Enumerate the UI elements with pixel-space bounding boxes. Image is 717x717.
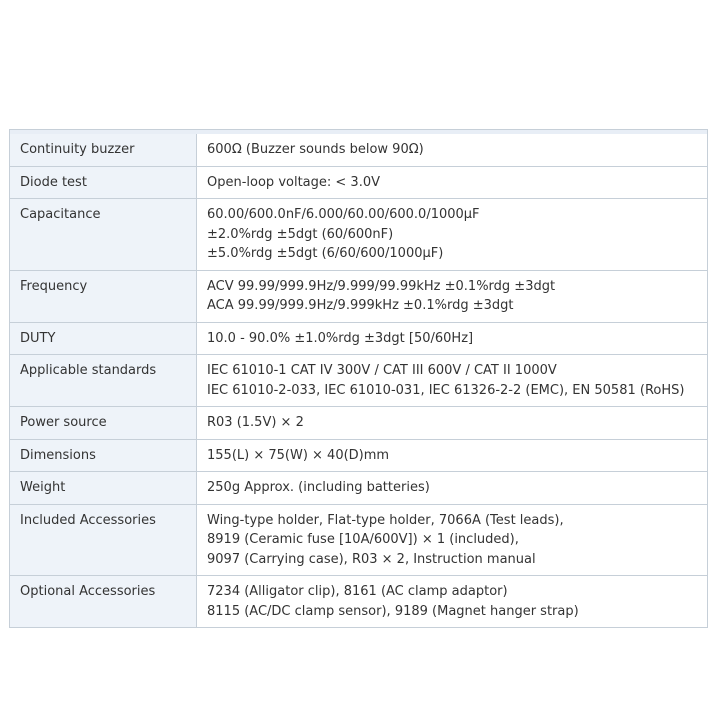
spec-value-line: 155(L) × 75(W) × 40(D)mm xyxy=(207,447,390,463)
spec-label: Dimensions xyxy=(10,439,197,472)
spec-row-capacitance xyxy=(10,199,707,271)
spec-value-line: IEC 61010-1 CAT IV 300V / CAT III 600V / CAT II 1000V xyxy=(207,363,557,378)
spec-value xyxy=(197,270,708,322)
spec-value-line: 8115 (AC/DC clamp sensor), 9189 (Magnet hanger strap) xyxy=(207,603,579,619)
spec-label: Diode test xyxy=(10,166,197,199)
spec-row-diode-test xyxy=(10,166,707,199)
spec-value xyxy=(197,439,708,472)
spec-value-line: 8919 (Ceramic fuse [10A/600V]) × 1 (included), xyxy=(207,532,519,547)
spec-row-frequency xyxy=(10,270,707,322)
spec-label: Capacitance xyxy=(10,199,197,271)
spec-row-optional-accessories xyxy=(10,576,707,628)
spec-value xyxy=(197,472,708,505)
spec-value-line: ±5.0%rdg ±5dgt (6/60/600/1000μF) xyxy=(207,246,444,261)
spec-value xyxy=(197,576,708,628)
spec-label: Included Accessories xyxy=(10,504,197,576)
spec-value-line: 7234 (Alligator clip), 8161 (AC clamp adaptor) xyxy=(207,584,508,599)
spec-table-body xyxy=(10,134,707,627)
spec-row-applicable-standards xyxy=(10,355,707,407)
spec-value xyxy=(197,322,708,355)
spec-value xyxy=(197,407,708,440)
spec-value-line: 9097 (Carrying case), R03 × 2, Instruction manual xyxy=(207,551,536,567)
spec-row-continuity-buzzer xyxy=(10,134,707,166)
spec-row-dimensions xyxy=(10,439,707,472)
spec-value-line: ACA 99.99/999.9Hz/9.999kHz ±0.1%rdg ±3dgt xyxy=(207,298,514,313)
spec-value-line: Wing-type holder, Flat-type holder, 7066A (Test leads), xyxy=(207,512,564,528)
spec-label: Continuity buzzer xyxy=(10,134,197,166)
spec-value xyxy=(197,199,708,271)
spec-label: Applicable standards xyxy=(10,355,197,407)
spec-row-included-accessories xyxy=(10,504,707,576)
spec-value-line: 10.0 - 90.0% ±1.0%rdg ±3dgt [50/60Hz] xyxy=(207,330,474,346)
spec-label: DUTY xyxy=(10,322,197,355)
spec-value-line: Open-loop voltage: < 3.0V xyxy=(207,174,380,190)
spec-value xyxy=(197,504,708,576)
spec-value-line: IEC 61010-2-033, IEC 61010-031, IEC 61326-2-2 (EMC), EN 50581 (RoHS) xyxy=(207,382,685,398)
spec-label: Power source xyxy=(10,407,197,440)
spec-label: Frequency xyxy=(10,270,197,322)
spec-value-line: 60.00/600.0nF/6.000/60.00/600.0/1000μF xyxy=(207,207,480,222)
spec-table-container xyxy=(9,129,708,628)
spec-label: Weight xyxy=(10,472,197,505)
spec-value-line: 250g Approx. (including batteries) xyxy=(207,480,430,495)
spec-value-line: R03 (1.5V) × 2 xyxy=(207,415,304,430)
spec-value-line: 600Ω (Buzzer sounds below 90Ω) xyxy=(207,142,424,157)
spec-row-duty xyxy=(10,322,707,355)
spec-value-line: ±2.0%rdg ±5dgt (60/600nF) xyxy=(207,226,394,242)
spec-row-weight xyxy=(10,472,707,505)
spec-label: Optional Accessories xyxy=(10,576,197,628)
spec-value-line: ACV 99.99/999.9Hz/9.999/99.99kHz ±0.1%rdg ±3dgt xyxy=(207,278,556,294)
spec-row-power-source xyxy=(10,407,707,440)
spec-value xyxy=(197,166,708,199)
spec-value xyxy=(197,134,708,166)
spec-value xyxy=(197,355,708,407)
spec-table xyxy=(10,134,707,627)
